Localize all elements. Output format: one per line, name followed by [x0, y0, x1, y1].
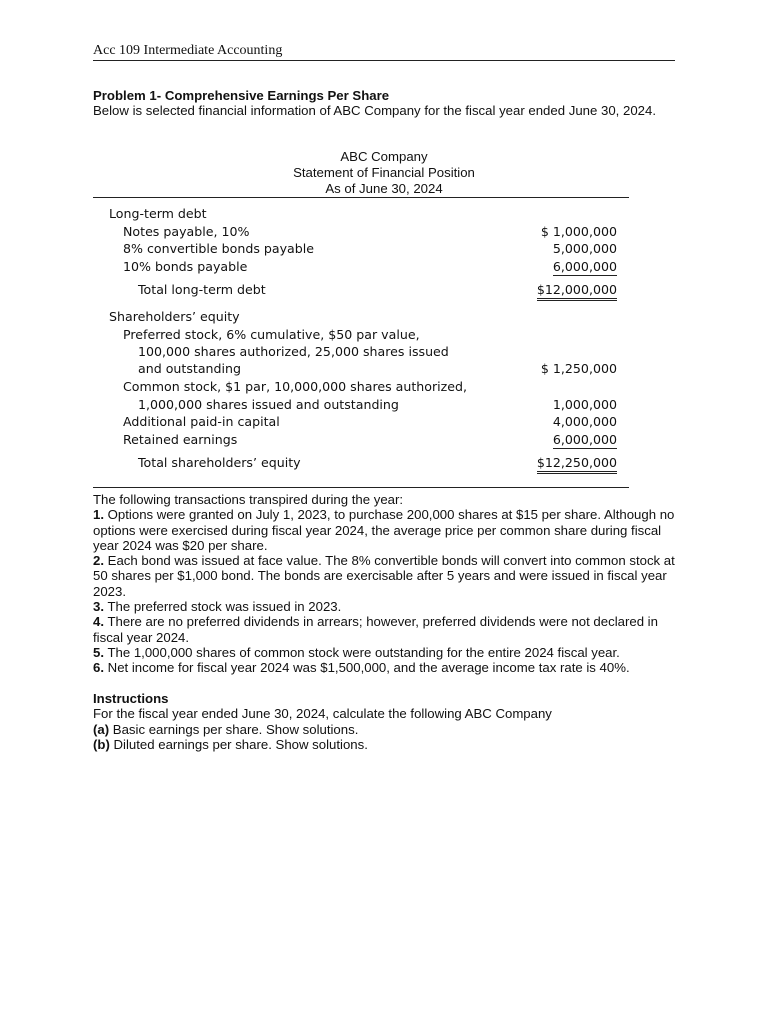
line-label: 100,000 shares authorized, 25,000 shares issued [138, 344, 449, 359]
total-amount: $12,000,000 [537, 281, 617, 301]
transaction-number: 3. [93, 599, 104, 615]
instruction-item [93, 722, 675, 737]
section-heading-ltd: Long-term debt [109, 206, 207, 221]
line-amount: 1,000,000 [552, 397, 617, 412]
transaction-item [93, 507, 675, 553]
line-label: Retained earnings [123, 432, 238, 447]
line-amount: 6,000,000 [552, 259, 617, 274]
total-label: Total long-term debt [138, 282, 266, 297]
total-label: Total shareholders’ equity [138, 455, 301, 470]
instructions-title: Instructions [93, 691, 169, 706]
line-label: Additional paid-in capital [123, 414, 280, 429]
statement-date: As of June 30, 2024 [325, 181, 443, 196]
transactions-section [93, 492, 675, 676]
instruction-label: (b) [93, 736, 110, 752]
line-label: 1,000,000 shares issued and outstanding [138, 397, 399, 412]
instruction-text: Basic earnings per share. Show solutions. [112, 721, 359, 737]
line-label: Notes payable, 10% [123, 224, 250, 239]
transaction-item [93, 599, 675, 614]
transaction-item [93, 645, 675, 660]
line-amount: 6,000,000 [552, 432, 617, 447]
transaction-text: Net income for fiscal year 2024 was $1,500,000, and the average income tax rate is 40%. [107, 660, 630, 676]
transaction-number: 6. [93, 660, 104, 676]
line-amount: 4,000,000 [552, 414, 617, 429]
transaction-item [93, 614, 675, 645]
transaction-text: The 1,000,000 shares of common stock were outstanding for the entire 2024 fiscal year. [107, 644, 620, 660]
statement-company: ABC Company [340, 149, 428, 164]
line-amount: $ 1,250,000 [540, 361, 617, 376]
transaction-number: 4. [93, 614, 104, 630]
transaction-item [93, 553, 675, 599]
transaction-text: Each bond was issued at face value. The 8% convertible bonds will convert into common stock at 50 shares per $1,000 bond. The bonds are exercisable after 5 years and were issued in fiscal year 2023. [93, 553, 675, 599]
transaction-number: 5. [93, 644, 104, 660]
transaction-item [93, 660, 675, 675]
instruction-label: (a) [93, 721, 110, 737]
transaction-text: There are no preferred dividends in arrears; however, preferred dividends were not declared in fiscal year 2024. [93, 614, 658, 645]
line-label: Preferred stock, 6% cumulative, $50 par value, [123, 327, 420, 342]
total-amount: $12,250,000 [537, 454, 617, 474]
section-heading-equity: Shareholders’ equity [109, 309, 240, 324]
problem-title: Problem 1- Comprehensive Earnings Per Share [93, 88, 390, 103]
transaction-number: 2. [93, 553, 104, 569]
transaction-text: Options were granted on July 1, 2023, to purchase 200,000 shares at $15 per share. Although no options were exercised during fiscal year 2024, the average price per common share during fiscal year 2024 was $20 per share. [93, 507, 675, 553]
statement-title: Statement of Financial Position [293, 165, 475, 180]
line-label: and outstanding [138, 361, 241, 376]
line-amount: $ 1,000,000 [540, 224, 617, 239]
instruction-item [93, 737, 675, 752]
statement-bottom-rule [93, 487, 629, 488]
transaction-number: 1. [93, 507, 104, 523]
course-header: Acc 109 Intermediate Accounting [93, 43, 675, 61]
line-label: 8% convertible bonds payable [123, 241, 315, 256]
transaction-text: The preferred stock was issued in 2023. [107, 599, 342, 615]
line-amount: 5,000,000 [552, 241, 617, 256]
instructions-section [93, 691, 675, 752]
transactions-intro: The following transactions transpired during the year: [93, 492, 404, 507]
problem-intro: Below is selected financial information of ABC Company for the fiscal year ended June 30, 2024. [93, 103, 656, 119]
instructions-intro: For the fiscal year ended June 30, 2024, calculate the following ABC Company [93, 706, 552, 722]
instruction-text: Diluted earnings per share. Show solutions. [113, 736, 368, 752]
line-label: 10% bonds payable [123, 259, 248, 274]
statement-table [93, 0, 629, 500]
line-label: Common stock, $1 par, 10,000,000 shares authorized, [123, 379, 468, 394]
